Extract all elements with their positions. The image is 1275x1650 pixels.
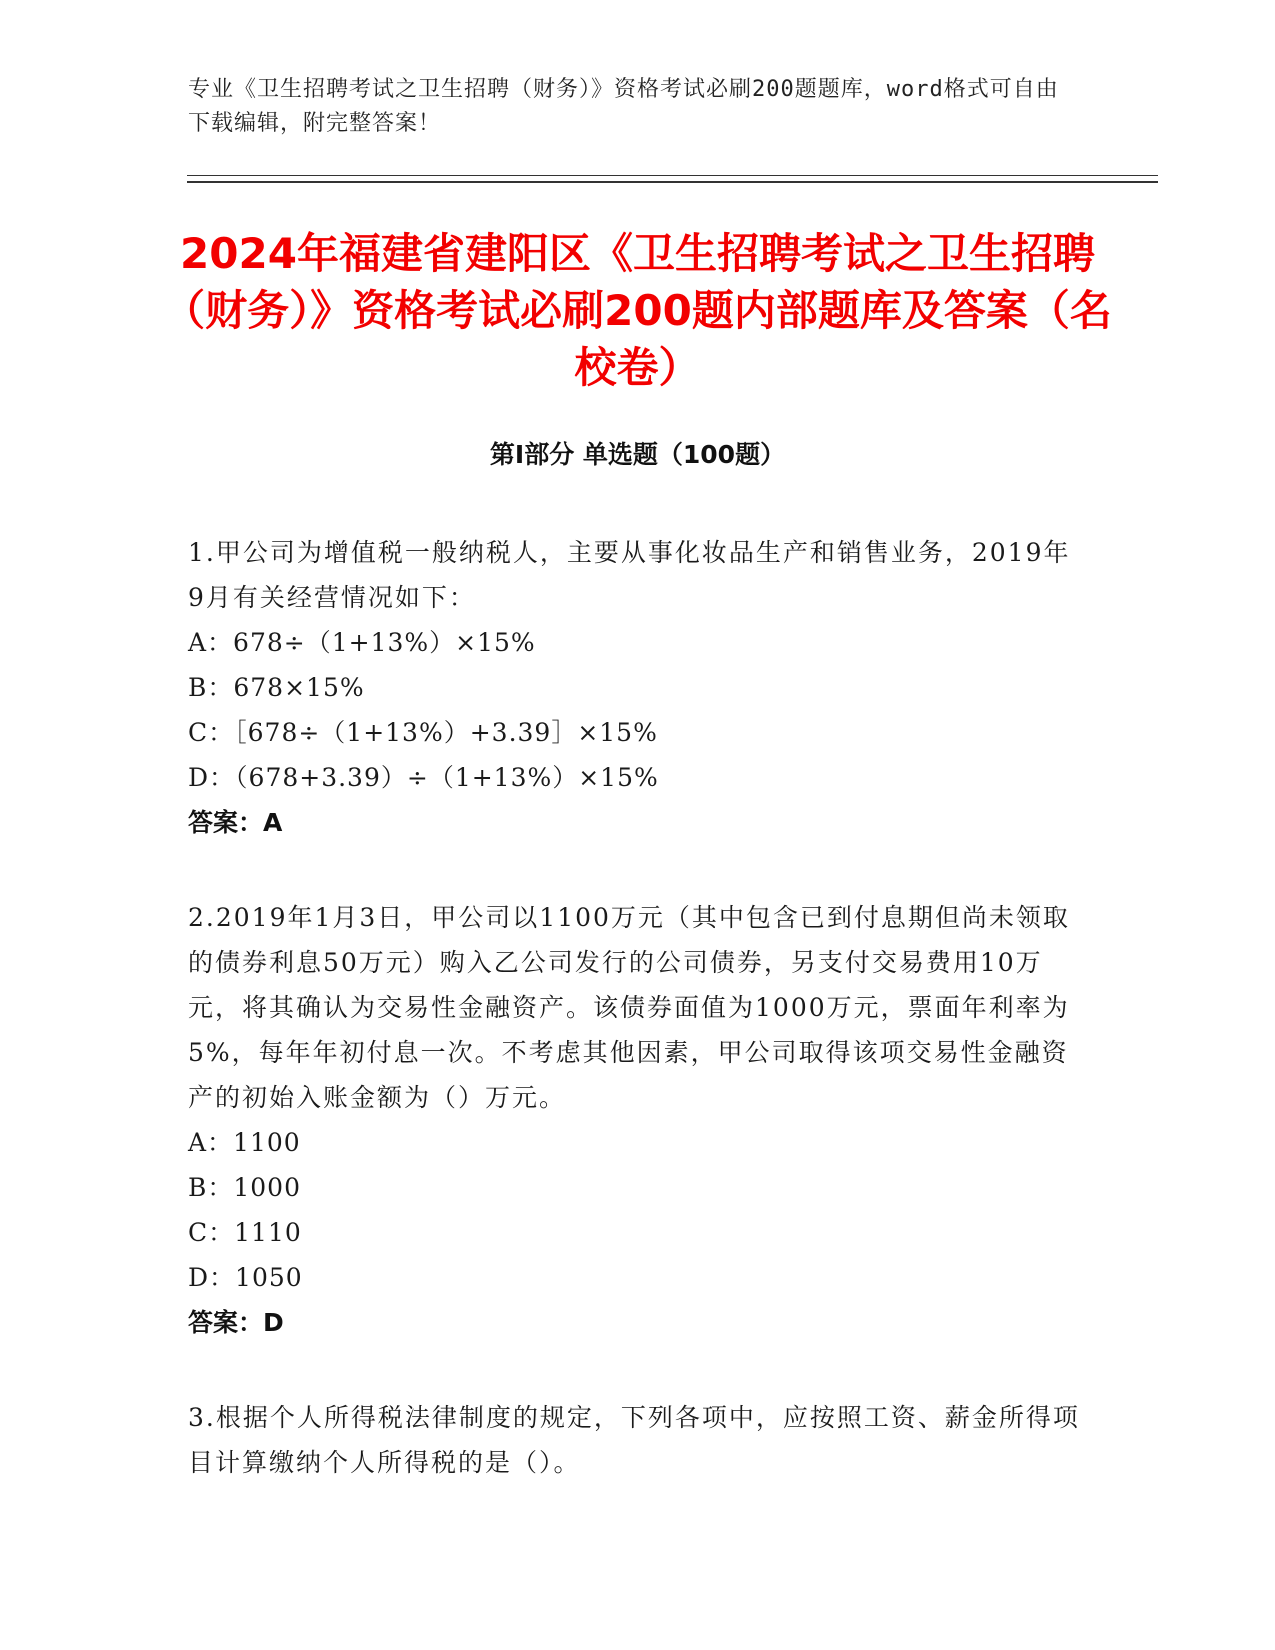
option-b: B：1000 bbox=[188, 1173, 301, 1202]
question-2 bbox=[188, 895, 1088, 1345]
document-title: 2024年福建省建阳区《卫生招聘考试之卫生招聘（财务）》资格考试必刷200题内部题库及答案（名校卷） bbox=[163, 229, 1112, 392]
option-d: D：（678+3.39）÷（1+13%）×15% bbox=[188, 763, 659, 792]
option-a: A：1100 bbox=[188, 1128, 301, 1157]
question-stem: 3.根据个人所得税法律制度的规定，下列各项中，应按照工资、薪金所得项目计算缴纳个人所得税的是（）。 bbox=[188, 1403, 1080, 1477]
option-c: C：［678÷（1+13%）+3.39］×15% bbox=[188, 718, 658, 747]
question-3 bbox=[188, 1395, 1088, 1485]
option-c: C：1110 bbox=[188, 1218, 302, 1247]
answer: 答案：D bbox=[188, 1308, 284, 1337]
section-title: 第Ⅰ部分 单选题（100题） bbox=[489, 440, 786, 469]
option-d: D：1050 bbox=[188, 1263, 303, 1292]
header-note: 专业《卫生招聘考试之卫生招聘（财务）》资格考试必刷200题题库，word格式可自由下载编辑，附完整答案！ bbox=[188, 77, 1059, 136]
question-stem: 2.2019年1月3日，甲公司以1100万元（其中包含已到付息期但尚未领取的债券利息50万元）购入乙公司发行的公司债券，另支付交易费用10万元，将其确认为交易性金融资产。该债券面值为1000万元，票面年利率为5%，每年年初付息一次。不考虑其他因素，甲公司取得该项交易性金融资产的初始入账金额为（）万元。 bbox=[188, 903, 1070, 1112]
answer: 答案：A bbox=[188, 808, 283, 837]
option-a: A：678÷（1+13%）×15% bbox=[188, 628, 536, 657]
header-divider-thick bbox=[187, 181, 1158, 183]
header-divider-thin bbox=[187, 175, 1158, 176]
question-1 bbox=[188, 530, 1088, 845]
option-b: B：678×15% bbox=[188, 673, 365, 702]
question-stem: 1.甲公司为增值税一般纳税人，主要从事化妆品生产和销售业务，2019年9月有关经营情况如下： bbox=[188, 538, 1071, 612]
